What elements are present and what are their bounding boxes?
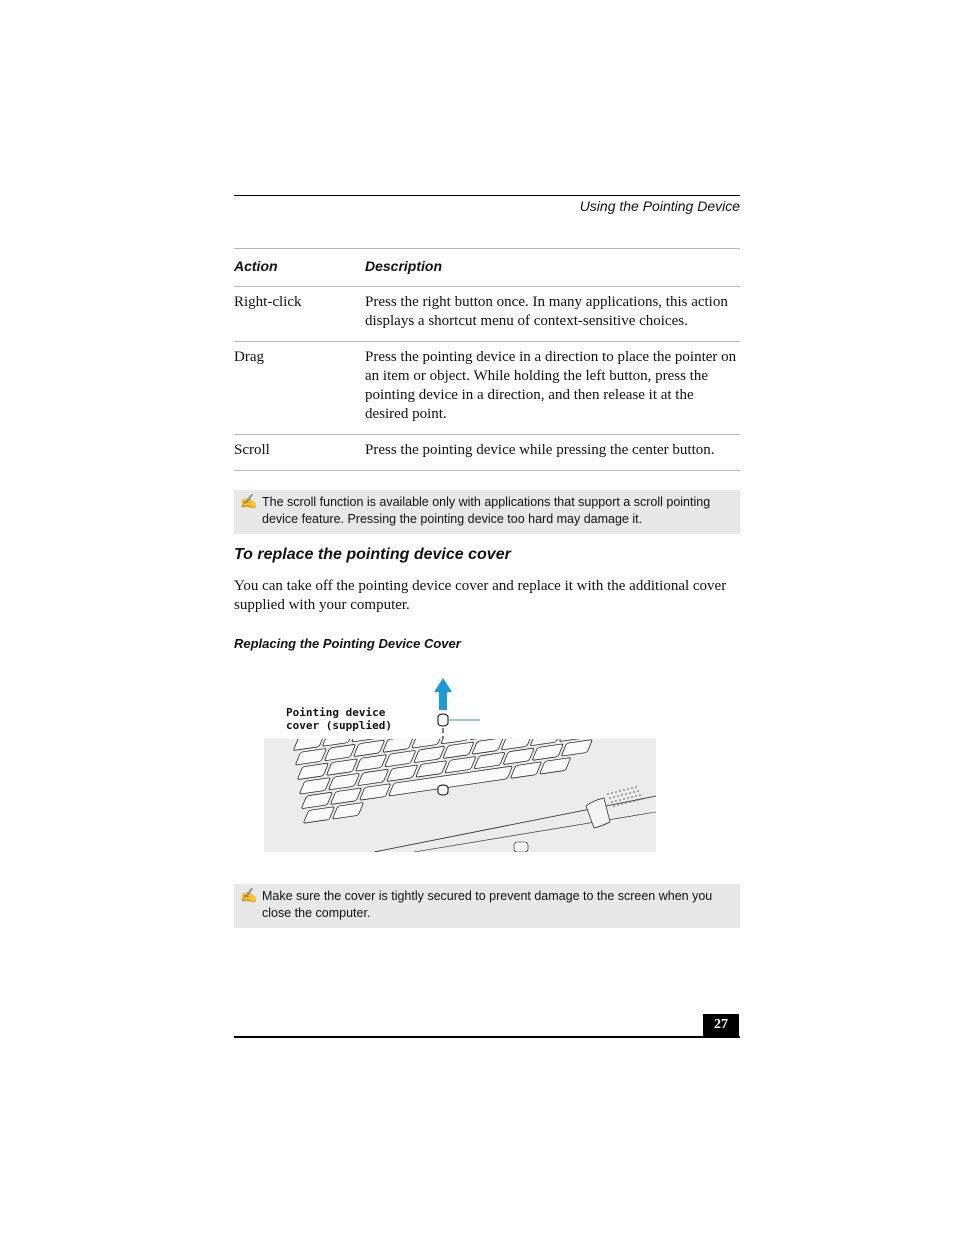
actions-table — [234, 248, 740, 471]
note-pen-icon: ✍ — [240, 887, 258, 903]
action-cell: Drag — [234, 342, 365, 435]
lift-arrow-icon — [434, 678, 452, 710]
description-cell: Press the pointing device while pressing the center button. — [365, 435, 740, 471]
description-cell: Press the pointing device in a direction to place the pointer on an item or object. While holding the left button, press the pointing device in a direction, and then release it at the desired point. — [365, 342, 740, 435]
keyboard-surface — [264, 678, 656, 852]
pointing-device-icon — [438, 785, 448, 795]
note-box — [234, 490, 740, 534]
cover-cap-icon — [438, 714, 448, 726]
column-header-action: Action — [234, 249, 365, 287]
table-row — [234, 342, 740, 435]
note-pen-icon: ✍ — [240, 493, 258, 509]
action-cell: Scroll — [234, 435, 365, 471]
note-text: The scroll function is available only with applications that support a scroll pointing device feature. Pressing the pointing device too hard may damage it. — [262, 495, 711, 526]
note-box — [234, 884, 740, 928]
column-header-description: Description — [365, 249, 740, 287]
section-title: To replace the pointing device cover — [234, 546, 511, 563]
page-number: 27 — [703, 1014, 739, 1036]
header-rule — [234, 195, 740, 196]
table-header-row — [234, 249, 740, 287]
action-cell: Right-click — [234, 287, 365, 342]
table-row — [234, 287, 740, 342]
running-title: Using the Pointing Device — [579, 198, 740, 214]
note-text: Make sure the cover is tightly secured to prevent damage to the screen when you close the computer. — [262, 889, 713, 920]
figure-callout-label: Pointing device cover (supplied) — [286, 706, 392, 732]
keyboard-illustration — [264, 676, 656, 852]
figure-caption: Replacing the Pointing Device Cover — [234, 636, 461, 651]
footer-rule — [234, 1036, 740, 1038]
body-paragraph: You can take off the pointing device cover and replace it with the additional cover supplied with your computer. — [234, 578, 727, 613]
table-row — [234, 435, 740, 471]
description-cell: Press the right button once. In many applications, this action displays a shortcut menu of context-sensitive choices. — [365, 287, 740, 342]
